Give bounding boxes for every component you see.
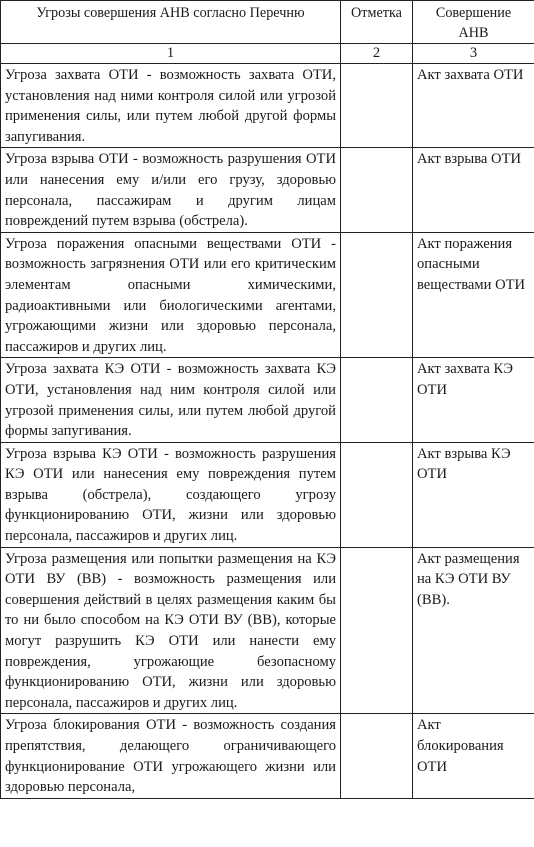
mark-cell bbox=[341, 547, 413, 714]
mark-cell bbox=[341, 232, 413, 358]
act-cell: Акт размещения на КЭ ОТИ ВУ (ВВ). bbox=[413, 547, 534, 714]
threat-cell: Угроза захвата КЭ ОТИ - возможность захвата КЭ ОТИ, установления над ним контроля силой или угрозой применения силы, или путем любой другой формы запугивания. bbox=[1, 358, 341, 442]
header-act: Совершение АНВ bbox=[413, 1, 534, 44]
mark-cell bbox=[341, 714, 413, 798]
mark-cell bbox=[341, 64, 413, 148]
header-mark: Отметка bbox=[341, 1, 413, 44]
table-row bbox=[1, 547, 534, 714]
threat-cell: Угроза захвата ОТИ - возможность захвата ОТИ, установления над ними контроля силой или угрозой применения силы, или путем любой другой формы запугивания. bbox=[1, 64, 341, 148]
act-cell: Акт захвата ОТИ bbox=[413, 64, 534, 148]
threat-cell: Угроза взрыва КЭ ОТИ - возможность разрушения КЭ ОТИ или нанесения ему повреждения путем взрыва (обстрела), создающего угрозу функционированию ОТИ, жизни или здоровью персонала, пассажиров и других лиц. bbox=[1, 442, 341, 547]
column-number: 3 bbox=[413, 44, 534, 64]
mark-cell bbox=[341, 358, 413, 442]
header-row bbox=[1, 1, 534, 44]
table-row bbox=[1, 714, 534, 798]
act-cell: Акт поражения опасными веществами ОТИ bbox=[413, 232, 534, 358]
act-cell: Акт взрыва КЭ ОТИ bbox=[413, 442, 534, 547]
threat-cell: Угроза поражения опасными веществами ОТИ - возможность загрязнения ОТИ или его критическим элементам опасными химическими, радиоактивными или биологическими агентами, угрожающими жизни или здоровью персонала, пассажиров и других лиц. bbox=[1, 232, 341, 358]
act-cell: Акт взрыва ОТИ bbox=[413, 148, 534, 232]
threat-cell: Угроза блокирования ОТИ - возможность создания препятствия, делающего ограничивающего функционирование ОТИ угрожающего жизни или здоровью персонала, bbox=[1, 714, 341, 798]
column-number: 2 bbox=[341, 44, 413, 64]
threat-cell: Угроза взрыва ОТИ - возможность разрушения ОТИ или нанесения ему и/или его грузу, здоровью персонала, пассажирам и другим лицам повреждений путем взрыва (обстрела). bbox=[1, 148, 341, 232]
table-row bbox=[1, 64, 534, 148]
act-cell: Акт блокирования ОТИ bbox=[413, 714, 534, 798]
mark-cell bbox=[341, 442, 413, 547]
act-cell: Акт захвата КЭ ОТИ bbox=[413, 358, 534, 442]
header-threats: Угрозы совершения АНВ согласно Перечню bbox=[1, 1, 341, 44]
table-row bbox=[1, 358, 534, 442]
mark-cell bbox=[341, 148, 413, 232]
column-number-row bbox=[1, 44, 534, 64]
table-row bbox=[1, 232, 534, 358]
column-number: 1 bbox=[1, 44, 341, 64]
table-row bbox=[1, 148, 534, 232]
threat-cell: Угроза размещения или попытки размещения на КЭ ОТИ ВУ (ВВ) - возможность размещения или совершения действий в целях размещения каким бы то ни было способом на КЭ ОТИ ВУ (ВВ), которые могут разрушить КЭ ОТИ или нанести ему повреждения, угрожающие безопасному функционированию ОТИ, жизни или здоровью персонала, пассажиров и других лиц. bbox=[1, 547, 341, 714]
table-row bbox=[1, 442, 534, 547]
